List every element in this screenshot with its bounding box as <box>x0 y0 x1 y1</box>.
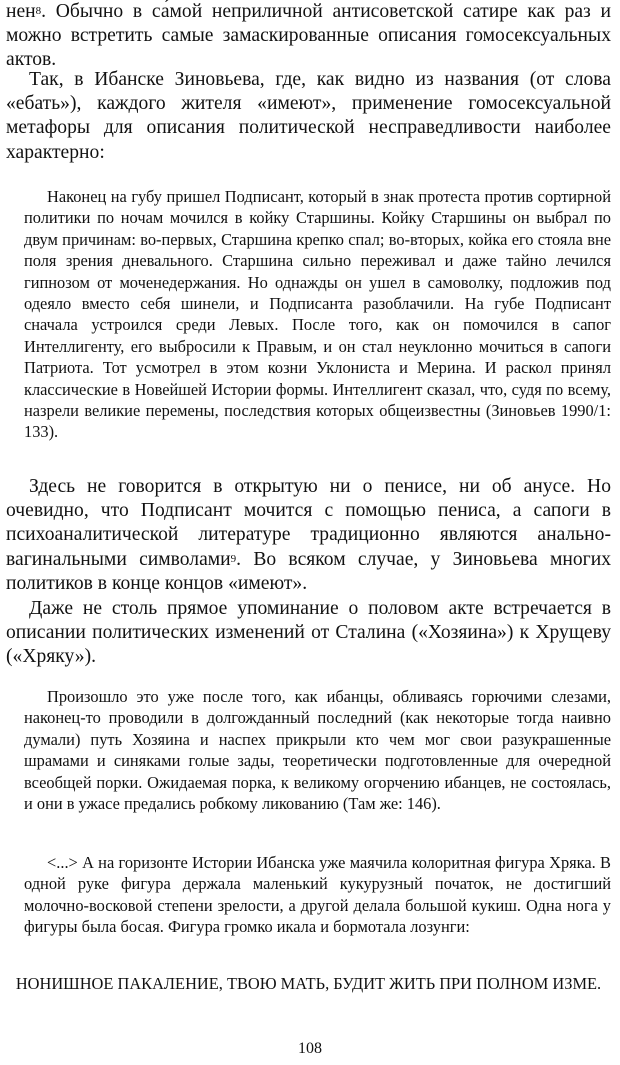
footnote-marker-8[interactable]: 8 <box>35 5 42 17</box>
text-run: нен <box>6 1 36 22</box>
paragraph-ibansk-intro: Так, в Ибанске Зиновьева, где, как видно из названия (от слова «ебать»), каждого жителя «имеют», применение гомосексуальной метафоры для описания политической несправедливости наиболее характерно: <box>6 69 611 163</box>
paragraph-stalin-khrushchev: Даже не столь прямое упоминание о половом акте встречается в описании политических изменений от Сталина («Хозяина») к Хрущеву («Хряку»). <box>6 598 611 668</box>
block-quote-podpisant: Наконец на губу пришел Подписант, который в знак протеста против сортирной политики по ночам мочился в койку Старшины. Койку Старшины он выбрал по двум причинам: во-первых, Старшина крепко спал; во-вторых, койка его стояла вне поля зрения дневального. Старшина сильно переживал и даже тайно лечился гипнозом от моченедержания. Но однажды он ушел в самоволку, подложив под одеяло вместо себя шинели, и Подписанта разоблачили. На губе Подписант сначала устроился среди Левых. После того, как он помочился в сапог Интеллигенту, его выбросили к Правым, и он стал неуклонно мочиться в сапоги Патриота. Тот усмотрел в этом козни Уклониста и Мерина. И раскол принял классические в Новейшей Истории формы. Интеллигент сказал, что, судя по всему, назрели великие перемены, последствия которых общеизвестны (Зиновьев 1990/1: 133). <box>24 187 611 442</box>
block-quote-khozyain: Произошло это уже после того, как ибанцы, обливаясь горючими слезами, наконец-то проводили в долгожданный последний (как некоторые тогда наивно думали) путь Хозяина и наспех прикрыли кто чем мог свои разукрашенные шрамами и синяками голые зады, теоретически подготовленные для очередной всеобщей порки. Ожидаемая порка, к великому огорчению ибанцев, не состоялась, и они в ужасе предались робкому ликованию (Там же: 146). <box>24 687 611 814</box>
footnote-marker-9[interactable]: 9 <box>230 552 237 565</box>
text-run: . Обычно в са́мой неприличной антисоветской сатире как раз и можно встретить самые замаскированные описания гомосексуальных актов. <box>6 1 611 71</box>
text-run: . Во всяком случае, у Зиновьева многих политиков в конце концов «имеют». <box>6 548 611 594</box>
block-quote-khryak: <...> А на горизонте Истории Ибанска уже маячила колоритная фигура Хряка. В одной руке фигура держала маленький кукурузный початок, не достигший молочно-восковой степени зрелости, а другой делала большой кукиш. Одна нога у фигуры была босая. Фигура громко икала и бормотала лозунги: <box>24 853 611 937</box>
page-number: 108 <box>298 1040 322 1057</box>
slogan-caps: НОНИШНОЕ ПАКАЛЕНИЕ, ТВОЮ МАТЬ, БУДИТ ЖИТЬ ПРИ ПОЛНОМ ИЗМЕ. <box>15 974 602 993</box>
text-run: Здесь не говорится в открытую ни о пенисе, ни об анусе. Но очевидно, что Подписант мочится с помощью пениса, а сапоги в психоаналитической литературе традиционно являются анально-вагинальными символами <box>6 476 611 570</box>
paragraph-continuation <box>6 0 611 73</box>
paragraph-analysis <box>6 475 611 596</box>
